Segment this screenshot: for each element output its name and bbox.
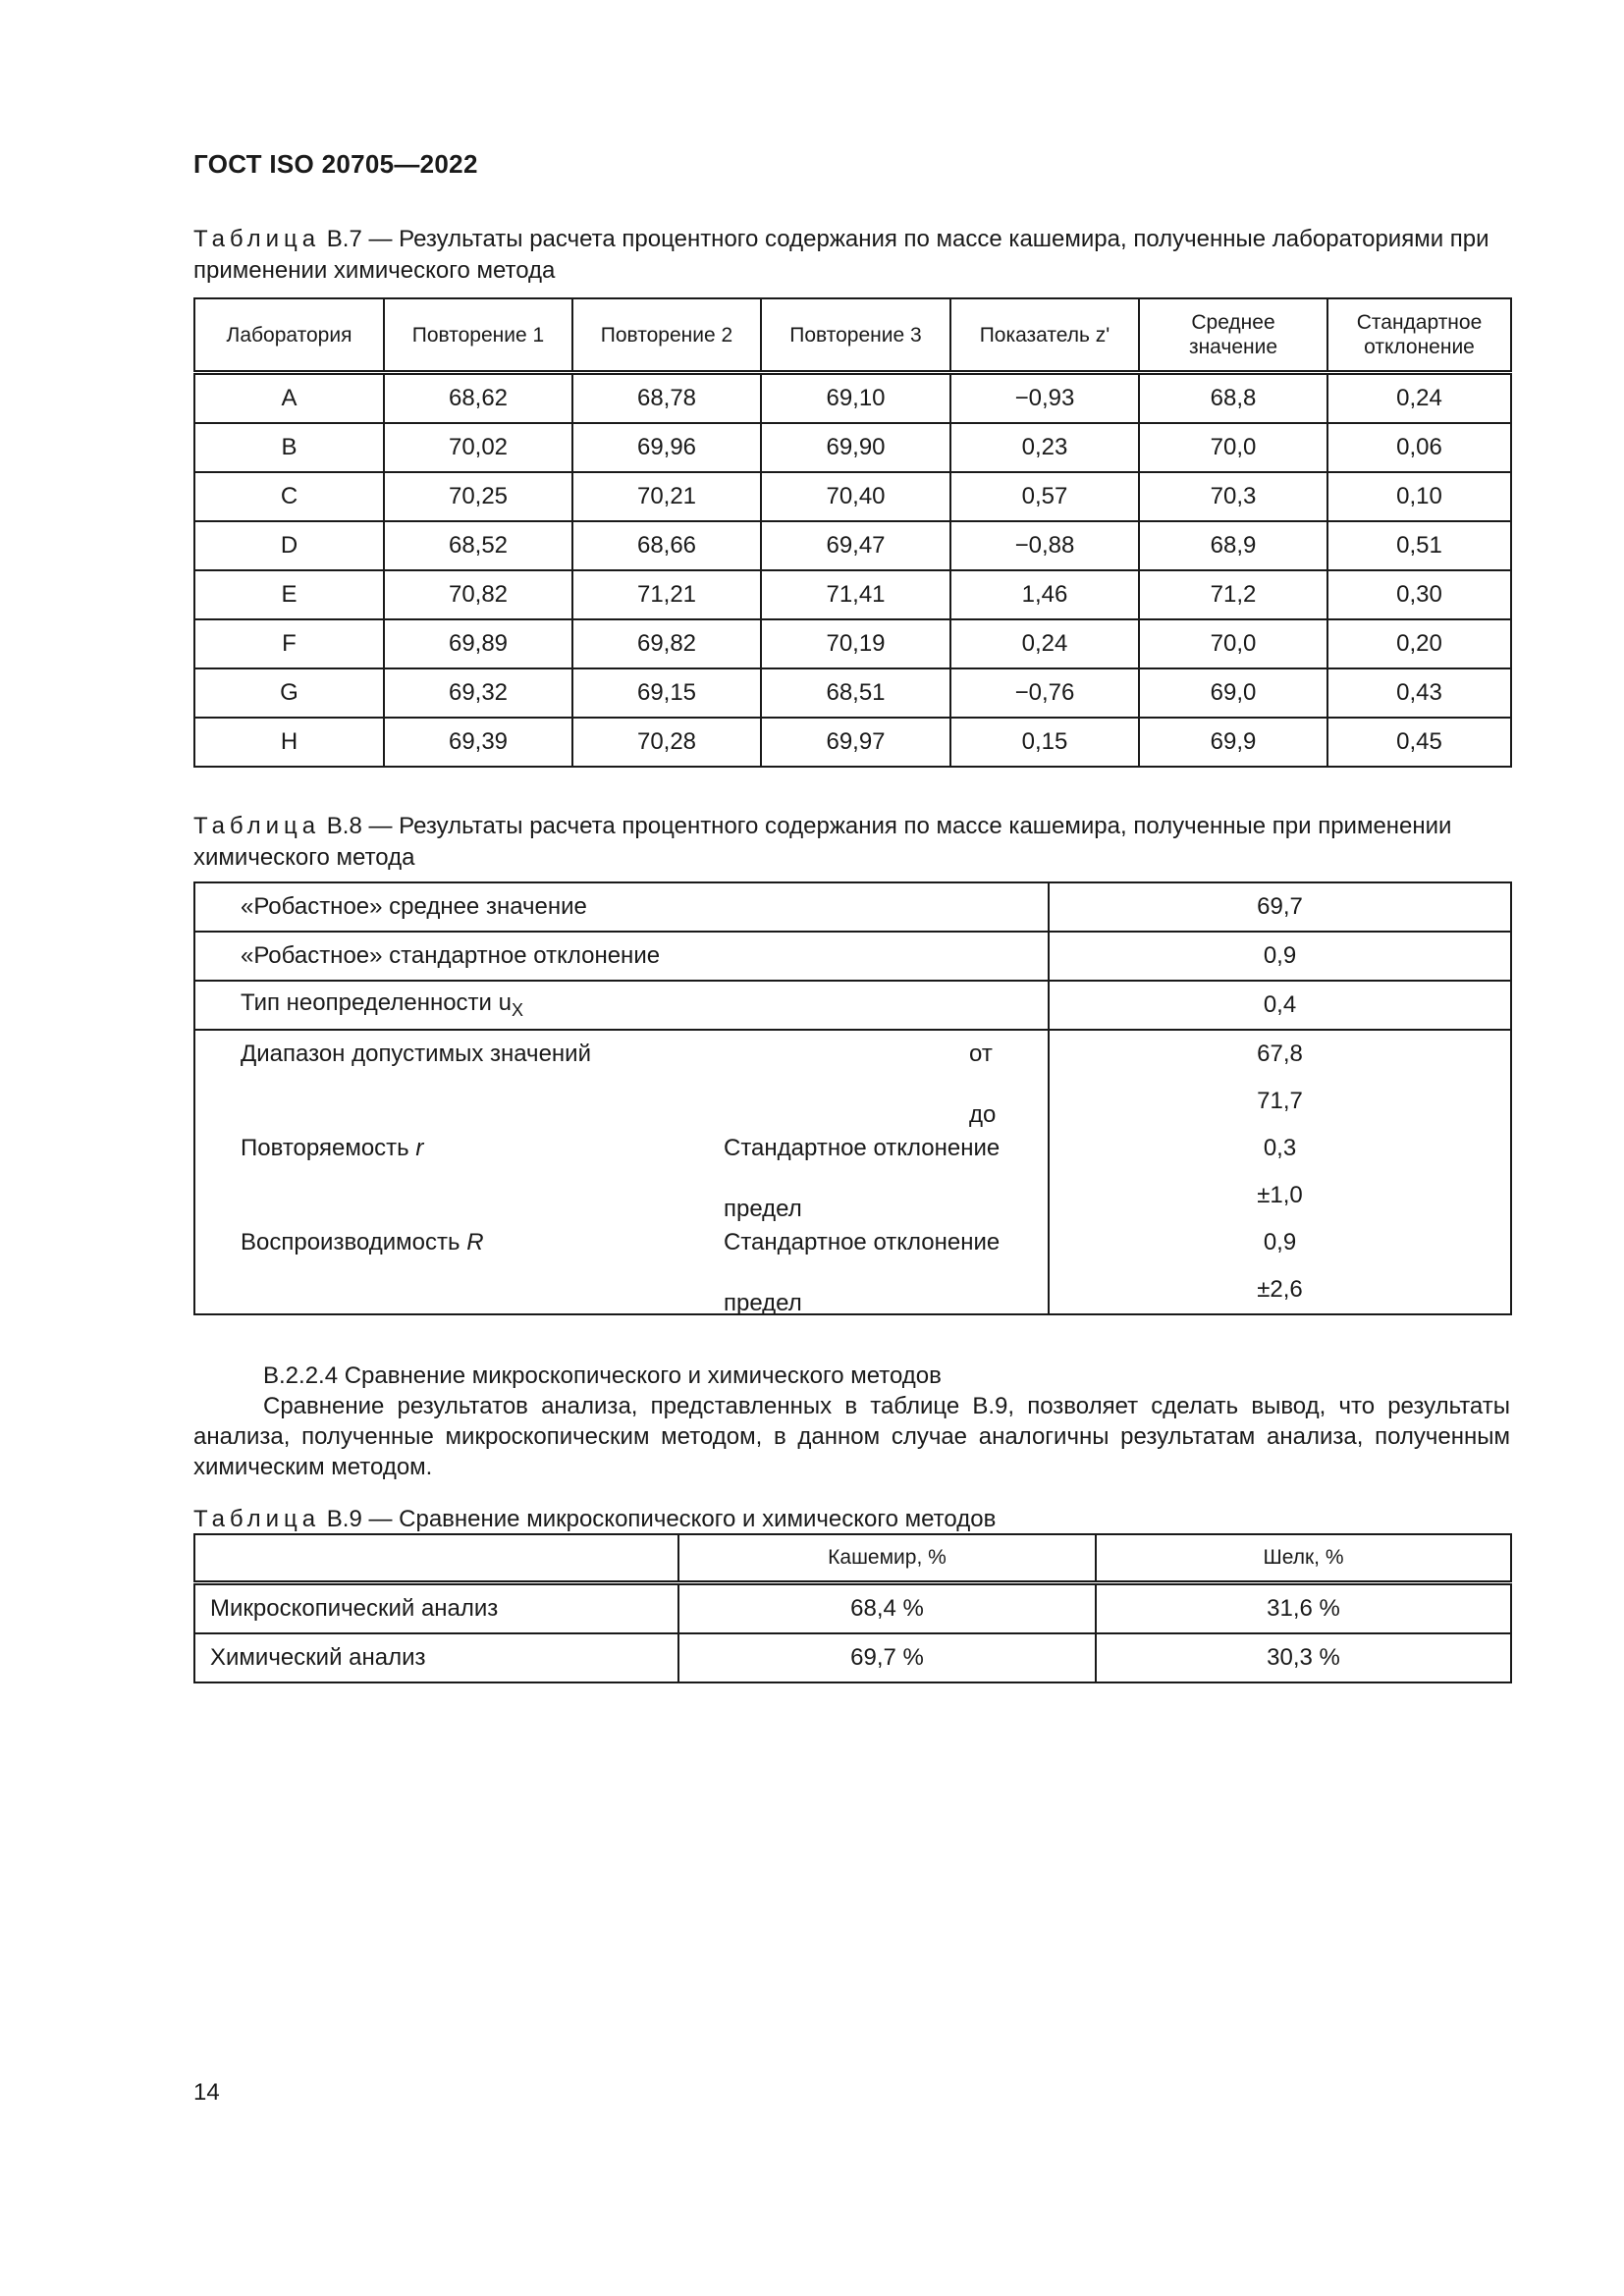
table-cell: 70,21 (572, 472, 761, 521)
table-cell: 0,57 (950, 472, 1139, 521)
table-b7-caption (193, 224, 1509, 287)
uncertainty-label: Тип неопределенности u (241, 989, 512, 1016)
table-cell: D (194, 521, 384, 570)
section-heading: В.2.2.4 Сравнение микроскопического и химического методов (263, 1362, 942, 1389)
table-row (194, 882, 1511, 932)
row-value: ±1,0 (1049, 1172, 1511, 1219)
row-value: 0,9 (1049, 932, 1511, 981)
table-row (194, 668, 1511, 718)
column-header: Повторение 2 (572, 298, 761, 373)
reproducibility-sd-label: Стандартное отклонение (724, 1229, 1001, 1255)
table-cell: 68,78 (572, 373, 761, 424)
table-row (194, 1266, 1511, 1314)
table-cell: B (194, 423, 384, 472)
table-cell: 69,32 (384, 668, 572, 718)
table-cell: 69,90 (761, 423, 950, 472)
table-cell: 30,3 % (1096, 1633, 1511, 1682)
table-b8 (193, 881, 1512, 1315)
uncertainty-subscript: X (511, 1000, 523, 1020)
table-row (194, 1583, 1511, 1634)
table-b9-caption (193, 1504, 1509, 1535)
column-header: Повторение 3 (761, 298, 950, 373)
table-cell: 69,39 (384, 718, 572, 767)
table-cell: 70,25 (384, 472, 572, 521)
column-header: Стандартное отклонение (1327, 298, 1511, 373)
repeatability-sd-label: Стандартное отклонение (724, 1135, 1001, 1161)
range-from-label: от (969, 1041, 993, 1067)
row-label (194, 1219, 1049, 1266)
page-number: 14 (193, 2079, 220, 2106)
table-cell: A (194, 373, 384, 424)
table-cell: 68,66 (572, 521, 761, 570)
table-cell: 68,51 (761, 668, 950, 718)
table-row (194, 570, 1511, 619)
table-cell: G (194, 668, 384, 718)
column-header: Шелк, % (1096, 1534, 1511, 1583)
table-cell: F (194, 619, 384, 668)
table-cell: 69,82 (572, 619, 761, 668)
column-header: Среднее значение (1139, 298, 1327, 373)
row-label (194, 1172, 1049, 1222)
row-value: 0,4 (1049, 981, 1511, 1030)
table-b7 (193, 297, 1512, 768)
table-cell: E (194, 570, 384, 619)
repeatability-limit-label: предел (724, 1196, 802, 1222)
table-header-row (194, 1534, 1511, 1583)
caption-label: Таблица (193, 1506, 321, 1532)
table-cell: 0,23 (950, 423, 1139, 472)
row-value: 0,9 (1049, 1219, 1511, 1266)
table-cell: −0,88 (950, 521, 1139, 570)
row-label (194, 1030, 1049, 1078)
row-value: 71,7 (1049, 1078, 1511, 1125)
table-row (194, 619, 1511, 668)
table-row (194, 1172, 1511, 1219)
column-header (194, 1534, 678, 1583)
table-cell: 68,8 (1139, 373, 1327, 424)
caption-label: Таблица (193, 813, 321, 839)
row-label (194, 1125, 1049, 1172)
table-row (194, 1125, 1511, 1172)
table-cell: 0,30 (1327, 570, 1511, 619)
row-value: ±2,6 (1049, 1266, 1511, 1314)
caption-label: Таблица (193, 226, 321, 252)
column-header: Повторение 1 (384, 298, 572, 373)
table-cell: 0,20 (1327, 619, 1511, 668)
table-cell: 70,28 (572, 718, 761, 767)
table-cell: 0,15 (950, 718, 1139, 767)
table-row (194, 932, 1511, 981)
column-header: Показатель z' (950, 298, 1139, 373)
table-row (194, 373, 1511, 424)
reproducibility-symbol: R (466, 1229, 484, 1255)
row-label (194, 1266, 1049, 1314)
table-cell: 69,0 (1139, 668, 1327, 718)
repeatability-symbol: r (415, 1135, 424, 1161)
caption-text: В.8 — Результаты расчета процентного содержания по массе кашемира, полученные при применении химического метода (193, 813, 1452, 871)
table-cell: 70,0 (1139, 423, 1327, 472)
table-cell: H (194, 718, 384, 767)
table-cell: 31,6 % (1096, 1583, 1511, 1634)
range-to-label: до (969, 1101, 997, 1128)
range-label: Диапазон допустимых значений (241, 1041, 591, 1067)
table-cell: 0,24 (1327, 373, 1511, 424)
repeatability-label: Повторяемость (241, 1135, 416, 1161)
caption-text: В.7 — Результаты расчета процентного содержания по массе кашемира, полученные лабораториями при применении химического метода (193, 226, 1489, 284)
table-cell: Химический анализ (194, 1633, 678, 1682)
table-cell: Микроскопический анализ (194, 1583, 678, 1634)
table-cell: 69,96 (572, 423, 761, 472)
table-cell: 71,2 (1139, 570, 1327, 619)
table-cell: 69,7 % (678, 1633, 1096, 1682)
table-row (194, 1078, 1511, 1125)
table-cell: 0,06 (1327, 423, 1511, 472)
table-cell: 68,4 % (678, 1583, 1096, 1634)
table-header-row (194, 298, 1511, 373)
table-cell: 0,10 (1327, 472, 1511, 521)
table-cell: 69,15 (572, 668, 761, 718)
table-cell: 69,10 (761, 373, 950, 424)
table-row (194, 472, 1511, 521)
section-paragraph: Сравнение результатов анализа, представленных в таблице В.9, позволяет сделать вывод, что результаты анализа, полученные микроскопическим методом, в данном случае аналогичны результатам анализа, полученным химическим методом. (193, 1393, 1510, 1480)
row-label: «Робастное» стандартное отклонение (194, 932, 1049, 981)
table-cell: 71,41 (761, 570, 950, 619)
row-label (194, 1078, 1049, 1128)
table-row (194, 718, 1511, 767)
row-label: «Робастное» среднее значение (194, 882, 1049, 932)
table-cell: 69,47 (761, 521, 950, 570)
table-cell: 0,24 (950, 619, 1139, 668)
row-value: 0,3 (1049, 1125, 1511, 1172)
table-cell: 70,82 (384, 570, 572, 619)
caption-text: В.9 — Сравнение микроскопического и химического методов (320, 1506, 997, 1532)
row-label (194, 981, 1049, 1030)
table-cell: 68,62 (384, 373, 572, 424)
table-cell: 69,9 (1139, 718, 1327, 767)
table-row (194, 1030, 1511, 1078)
table-cell: 68,9 (1139, 521, 1327, 570)
table-cell: 70,0 (1139, 619, 1327, 668)
table-cell: 70,40 (761, 472, 950, 521)
table-cell: C (194, 472, 384, 521)
table-cell: 71,21 (572, 570, 761, 619)
table-cell: 70,19 (761, 619, 950, 668)
table-row (194, 1633, 1511, 1682)
table-row (194, 423, 1511, 472)
table-cell: −0,76 (950, 668, 1139, 718)
column-header: Кашемир, % (678, 1534, 1096, 1583)
table-row (194, 981, 1511, 1030)
table-row (194, 521, 1511, 570)
reproducibility-label: Воспроизводимость (241, 1229, 467, 1255)
table-row (194, 1219, 1511, 1266)
table-b8-caption (193, 811, 1509, 874)
row-value: 67,8 (1049, 1030, 1511, 1078)
reproducibility-limit-label: предел (724, 1290, 802, 1316)
table-cell: 69,89 (384, 619, 572, 668)
table-cell: −0,93 (950, 373, 1139, 424)
table-cell: 0,43 (1327, 668, 1511, 718)
table-cell: 69,97 (761, 718, 950, 767)
table-cell: 0,51 (1327, 521, 1511, 570)
document-header: ГОСТ ISO 20705—2022 (193, 149, 478, 179)
table-cell: 68,52 (384, 521, 572, 570)
row-value: 69,7 (1049, 882, 1511, 932)
table-cell: 1,46 (950, 570, 1139, 619)
table-cell: 70,3 (1139, 472, 1327, 521)
table-cell: 70,02 (384, 423, 572, 472)
table-b9 (193, 1533, 1512, 1683)
table-cell: 0,45 (1327, 718, 1511, 767)
column-header: Лаборатория (194, 298, 384, 373)
